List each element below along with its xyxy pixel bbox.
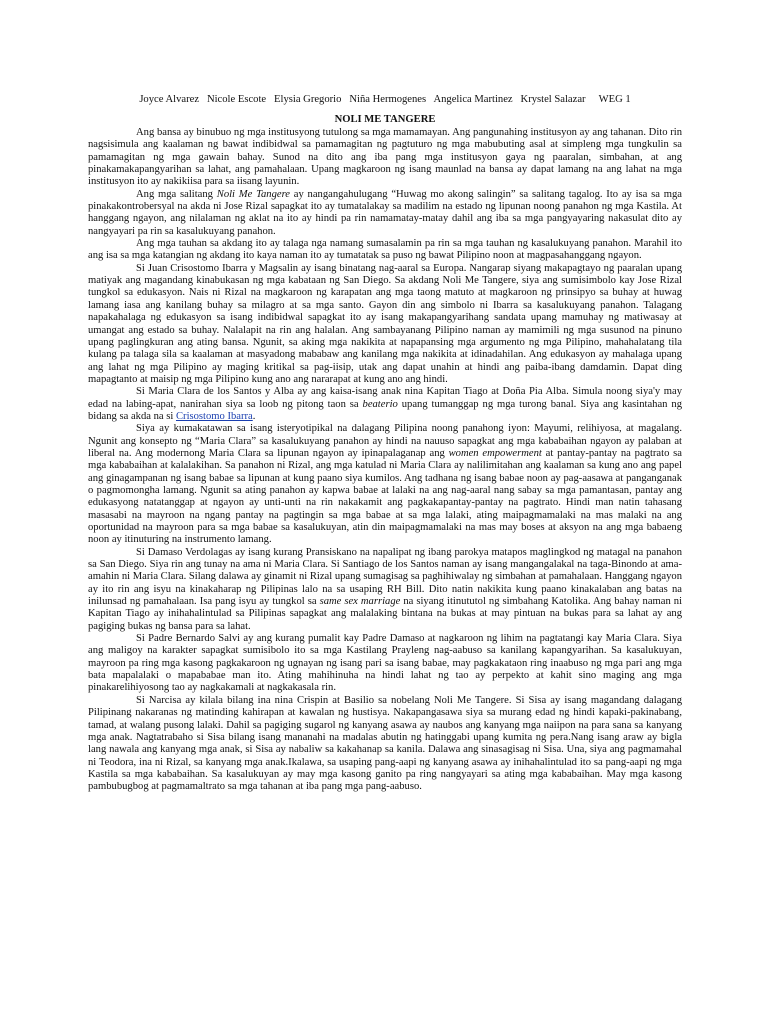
emphasis-beaterio: beaterio (362, 398, 398, 410)
paragraph-5-part-2: upang tumanggap ng mga turong banal. Siya ang kasintahan ng bidang sa akda na si (88, 398, 682, 422)
paragraph-4: Si Juan Crisostomo Ibarra y Magsalin ay isang binatang nag-aaral sa Europa. Nangarap siyang makapagtayo ng paaralan upang matiyak ang magandang kinabukasan ng mga kabataan ng San Diego. Sa akdang Noli Me Tangere, siya ang sumisimbolo kay Jose Rizal tungkol sa edukasyon. Nais ni Rizal na magkaroon ng karapatan ang mga taong matuto at magkaroon ng prinsipyo sa buhay at huwag lamang iasa ang kanilang buhay sa milagro at sa mga santo. Gayon din ang simbolo ni Ibarra sa kasalukuyang panahon. Talagang napakahalaga ng edukasyon sa isang indibidwal sapagkat ito ay isang makapangyarihang sandata upang mamuhay ng matiwasay at umangat ang estado sa buhay. Nalalapit na rin ang halalan. Ang sambayanang Pilipino naman ay mamimili ng mga susunod na pinuno upang paglingkuran ang ating bansa. Ngunit, sa aking mga nakikita at napapansing mga argumento ng mga Pilipino, mahahalatang tila kulang pa talaga sila sa kaalaman at masyadong mababaw ang kanilang mga nakikita at idinadahilan. Ang edukasyon ay mahalaga upang ang lahat ng mga Pilipino ay maging kritikal sa pag-iisip, utak ang dapat unahin at hindi ang paiba-ibang damdamin. Dapat ding mapagtanto at maisip ng mga Pilipino kung ano ang nararapat at kung ano ang hindi. (88, 262, 682, 385)
paragraph-7-part-2: na siyang itinututol ng simbahang Katolika. Ang bahay naman ni Kapitan Tiago ay inihahalintulad sa Pilipinas sapagkat ang malalaking bintana na bukas at may pintuan na bukas para sa lahat ay ang pagiging bukas ng bansa para sa lahat. (88, 596, 683, 632)
paragraph-8: Si Padre Bernardo Salvi ay ang kurang pumalit kay Padre Damaso at nagkaroon ng lihim na pagtatangi kay Maria Clara. Siya ang maligoy na karakter sapagkat sumisibolo ito sa mga Kastilang Prayleng nag-aabuso sa kanilang kapangyarihan. Sa kasalukuyan, mayroon pa ring mga kasong pagkakaroon ng ugnayan ng isang pari sa isang babae, may pagkakataon ring inaabuso ng mga pari ang mga bata mapalalaki o mapababae man ito. Ating mahihinuha na hindi lahat ng tao ay perpekto at kahit sino maging ang mga pinakarelihiyosong tao ay nagkakamali at nagkakasala rin. (88, 633, 682, 694)
emphasis-noli-me-tangere: Noli Me Tangere (216, 188, 291, 200)
paragraph-7 (88, 547, 682, 633)
paragraph-5-part-3: . (252, 410, 256, 422)
paragraph-9: Si Narcisa ay kilala bilang ina nina Crispin at Basilio sa nobelang Noli Me Tangere. Si Sisa ay isang magandang dalagang Pilipinang nakaranas ng matinding kahirapan at kawalan ng hustisya. Nakapangasawa siya sa murang edad ng hindi kapaki-pakinabang, tamad, at walang pusong lalaki. Dahil sa pagiging sugarol ng kanyang asawa ay naubos ang kanyang mga naiipon na para sana sa kanyang mga anak. Nagtatrabaho si Sisa bilang isang mananahi na madalas abutin ng hatinggabi upang kumita ng pera.Nang isang araw ay bigla lang nawala ang kanyang mga anak, si Sisa ay nabaliw sa kakahanap sa kanila. Dalawa ang sinasagisag ni Sisa. Una, siya ang pagmamahal ni Teodora, ina ni Rizal, sa kanyang mga anak.Ikalawa, sa usaping pang-aapi ng kanyang asawa ay inihahalintulad ito sa pang-aapi ng mga Kastila sa mga kababaihan. Sa kasalukuyan ay may mga kasong ganito pa ring nangyayari sa ating mga kababaihan. May mga kasong pambubugbog at pagmamaltrato sa mga tahanan at iba pang mga pang-aabuso. (88, 694, 682, 793)
emphasis-same-sex-marriage: same sex marriage (319, 596, 401, 608)
paragraph-2-part-2: ay nangangahulugang “Huwag mo akong salingin” sa salitang tagalog. Ito ay isa sa mga pinakakontrobersyal na akda ni Jose Rizal sapagkat ito ay tumatalakay sa madilim na estado ng lipunan noong panahon ng mga Kastila. At hanggang ngayon, ang nilalaman ng aklat na ito ay hindi pa rin namamatay-matay dahil ang iba sa mga pangyayaring nakasulat dito ay nangyayari pa rin sa kasalukuyang panahon. (88, 188, 682, 237)
link-crisostomo-ibarra[interactable]: Crisostomo Ibarra (175, 410, 253, 422)
paragraph-7-part-1: Si Damaso Verdolagas ay isang kurang Pransiskano na napalipat ng ibang parokya matapos maglingkod ng matagal na panahon sa San Diego. Siya rin ang tunay na ama ni Maria Clara. Si Santiago de los Santos naman ay isang mangangalakal na taga-Binondo at ama-amahin ni Maria Clara. Silang dalawa ay ginamit ni Rizal upang sumagisag sa paghihiwalay ng simbahan at pamahalaan. Hanggang ngayon ay ito rin ang isyu na kinakaharap ng Pilipinas lalo na sa usaping RH Bill. Dito natin nakikita kung paano kinakalaban ang batas na inilunsad ng pamahalaan. Isa pang isyu ay tungkol sa (88, 546, 682, 608)
paragraph-2-part-1: Ang mga salitang (136, 188, 217, 200)
paragraph-5-part-1: Si Maria Clara de los Santos y Alba ay ang kaisa-isang anak nina Kapitan Tiago at Doña Pia Alba. Simula noong siya'y may edad na labing-apat, nanirahan siya sa loob ng pitong taon sa (88, 386, 682, 410)
paragraph-6 (88, 423, 682, 546)
author-list: Joyce Alvarez Nicole Escote Elysia Gregorio Niña Hermogenes Angelica Martinez Krystel Salazar WEG 1 (139, 94, 631, 105)
document-title: NOLI ME TANGERE (334, 114, 436, 125)
paragraph-5 (88, 386, 682, 423)
paragraph-6-part-1: Siya ay kumakatawan sa isang isteryotipikal na dalagang Pilipina noong panahong iyon: Mayumi, relihiyosa, at magalang. Ngunit ang konsepto ng “Maria Clara” sa kasalukuyang panahon ay hindi na nauuso sapagkat ang mga kababaihan ngayon ay palaban at liberal na. Ang modernong Maria Clara sa lipunan ngayon ay ipinapalaganap ang (88, 423, 682, 459)
emphasis-women-empowerment: women empowerment (448, 447, 542, 459)
paragraph-6-part-2: at pantay-pantay na pagtrato sa mga kababaihan at kalalakihan. Sa panahon ni Rizal, ang mga katulad ni Maria Clara ay nalilimitahan ang kaalaman sa kung ano ang papel ang ginagampanan ng isang babae sa lipunan at kung paano siya kumilos. Ang tadhana ng isang babae noon ay pag-aasawa at panganganak o pagmomongha lamang. Ngunit sa ating panahon ay kapwa babae at lalaki na ang nag-aaral nang sabay sa mga pamantasan, pantay ang edukasyong natatanggap at ngayon ay unti-unti na rin nakakamit ang pagkakapantay-pantay na pagtrato. Hindi man natin tahasang masasabi na mayroon na ngang pantay na pagtingin sa mga babae at sa mga lalaki, ating maipagmamalaki na mas malaki na ang oportunidad na mayroon para sa mga babae sa kasalukuyan, atin din maipagmamalaki na mas may boses at aksyon na ang mga babaeng noon ay itinuturing na instrumento lamang. (88, 447, 682, 546)
paragraph-3: Ang mga tauhan sa akdang ito ay talaga nga namang sumasalamin pa rin sa mga tauhan ng kasalukuyang panahon. Marahil ito ang isa sa mga katangian ng akdang ito kaya naman ito ay tumatatak sa puso ng bawat Pilipino noon at magpasahanggang ngayon. (88, 238, 682, 262)
document-page (88, 94, 682, 794)
paragraph-2 (88, 189, 682, 238)
paragraph-1: Ang bansa ay binubuo ng mga institusyong tutulong sa mga mamamayan. Ang pangunahing institusyon ay ang tahanan. Dito rin nagsisimula ang kaalaman ng bawat indibidwal sa pamamagitan ng pagtuturo ng mga mabubuting asal at simpleng mga tungkulin sa pamamagitan ng mga gawain bahay. Sunod na dito ang iba pang mga institusyon gaya ng paaralan, simbahan, at ang pinakamakapangyarihan sa lahat, ang pamahalaan. Upang magkaroon ng isang maunlad na bansa ay dapat lamang na ang lahat na mga institusyon ito ay nakikiisa para sa iisang layunin. (88, 127, 682, 188)
